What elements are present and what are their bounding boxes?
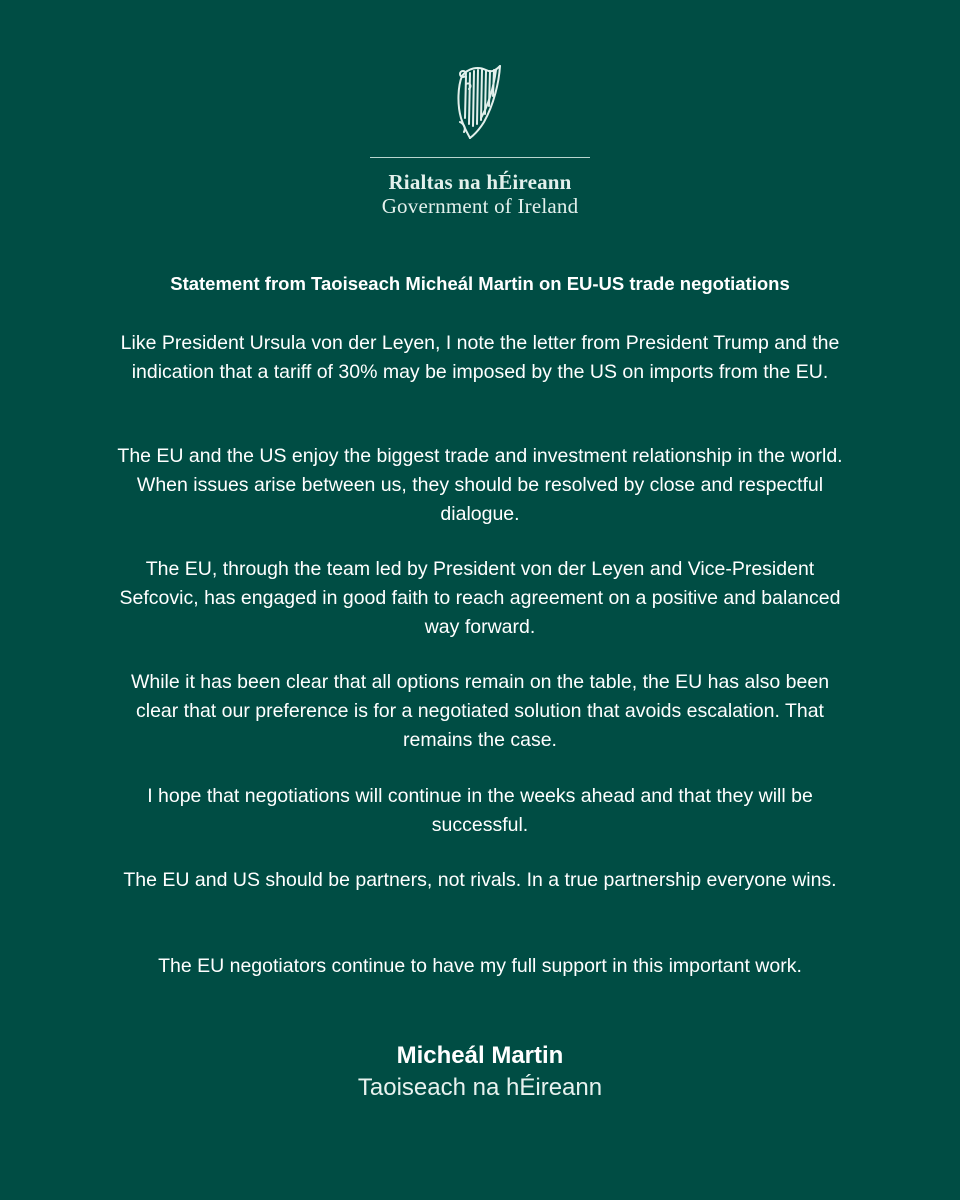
government-name-irish: Rialtas na hÉireann	[388, 170, 572, 194]
statement-title: Statement from Taoiseach Micheál Martin on EU-US trade negotiations	[170, 273, 790, 294]
statement-paragraph: I hope that negotiations will continue in the weeks ahead and that they will be successful.	[147, 785, 813, 836]
header-divider	[370, 157, 590, 158]
signatory-name: Micheál Martin	[396, 1042, 564, 1069]
harp-icon	[452, 62, 508, 142]
government-name-english: Government of Ireland	[381, 194, 579, 218]
statement-paragraph: Like President Ursula von der Leyen, I note the letter from President Trump and the indication that a tariff of 30% may be imposed by the US on imports from the EU.	[120, 332, 840, 383]
statement-paragraph: The EU and US should be partners, not rivals. In a true partnership everyone wins.	[123, 869, 837, 891]
statement-paragraph: While it has been clear that all options remain on the table, the EU has also been clear that our preference is for a negotiated solution that avoids escalation. That remains the case.	[130, 671, 830, 751]
statement-paragraph: The EU and the US enjoy the biggest trade and investment relationship in the world. When issues arise between us, they should be resolved by close and respectful dialogue.	[117, 445, 843, 525]
statement-paragraph: The EU, through the team led by President von der Leyen and Vice-President Sefcovic, has engaged in good faith to reach agreement on a positive and balanced way forward.	[119, 558, 841, 638]
signatory-title: Taoiseach na hÉireann	[357, 1074, 603, 1101]
statement-paragraph: The EU negotiators continue to have my full support in this important work.	[158, 955, 802, 977]
